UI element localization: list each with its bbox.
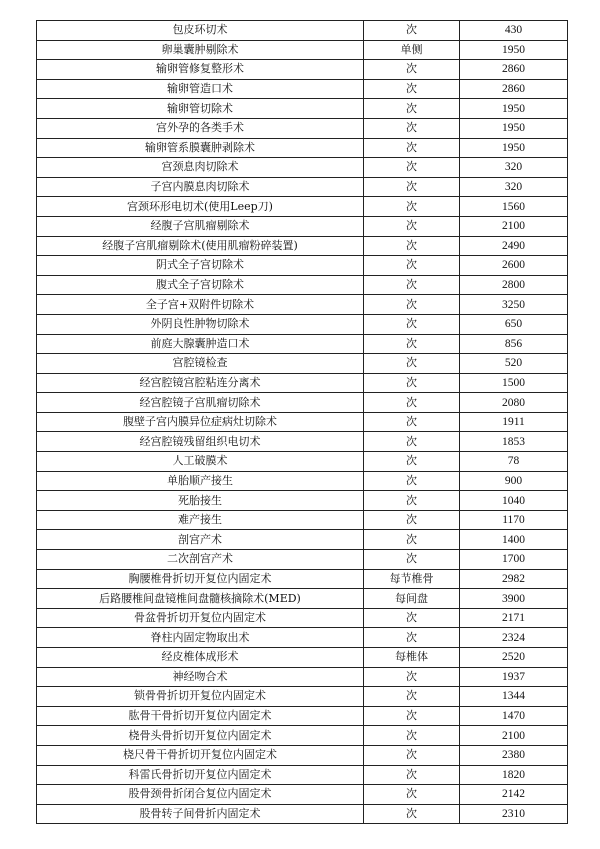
price-cell: 2080: [460, 393, 568, 413]
unit-cell: 次: [364, 432, 460, 452]
procedure-name-cell: 前庭大腺囊肿造口术: [37, 334, 364, 354]
unit-cell: 次: [364, 471, 460, 491]
procedure-name-cell: 经腹子宫肌瘤剔除术: [37, 216, 364, 236]
price-cell: 320: [460, 158, 568, 178]
table-row: [37, 687, 568, 707]
price-cell: 1853: [460, 432, 568, 452]
unit-cell: 次: [364, 60, 460, 80]
price-cell: 2520: [460, 648, 568, 668]
table-row: [37, 236, 568, 256]
table-row: [37, 216, 568, 236]
price-cell: 1950: [460, 138, 568, 158]
price-cell: 1560: [460, 197, 568, 217]
price-cell: 2600: [460, 256, 568, 276]
unit-cell: 次: [364, 412, 460, 432]
unit-cell: 次: [364, 373, 460, 393]
table-row: [37, 60, 568, 80]
procedure-price-table: [36, 20, 568, 824]
price-cell: 2100: [460, 726, 568, 746]
table-row: [37, 491, 568, 511]
table-body: [37, 21, 568, 824]
price-cell: 1470: [460, 706, 568, 726]
table-row: [37, 118, 568, 138]
price-cell: 900: [460, 471, 568, 491]
unit-cell: 次: [364, 491, 460, 511]
table-row: [37, 412, 568, 432]
price-cell: 1700: [460, 550, 568, 570]
unit-cell: 次: [364, 530, 460, 550]
unit-cell: 次: [364, 334, 460, 354]
table-row: [37, 314, 568, 334]
procedure-name-cell: 子宫内膜息肉切除术: [37, 177, 364, 197]
unit-cell: 次: [364, 354, 460, 374]
procedure-name-cell: 输卵管修复整形术: [37, 60, 364, 80]
procedure-name-cell: 胸腰椎骨折切开复位内固定术: [37, 569, 364, 589]
table-row: [37, 256, 568, 276]
unit-cell: 次: [364, 550, 460, 570]
price-cell: 1040: [460, 491, 568, 511]
table-row: [37, 275, 568, 295]
price-cell: 2860: [460, 79, 568, 99]
unit-cell: 次: [364, 804, 460, 824]
price-cell: 1911: [460, 412, 568, 432]
unit-cell: 次: [364, 608, 460, 628]
procedure-name-cell: 经宫腔镜宫腔粘连分离术: [37, 373, 364, 393]
procedure-name-cell: 宫腔镜检查: [37, 354, 364, 374]
table-row: [37, 138, 568, 158]
procedure-name-cell: 腹壁子宫内膜异位症病灶切除术: [37, 412, 364, 432]
procedure-name-cell: 脊柱内固定物取出术: [37, 628, 364, 648]
table-row: [37, 373, 568, 393]
price-cell: 3900: [460, 589, 568, 609]
price-cell: 2142: [460, 785, 568, 805]
table-row: [37, 510, 568, 530]
table-row: [37, 667, 568, 687]
procedure-name-cell: 输卵管造口术: [37, 79, 364, 99]
procedure-name-cell: 经皮椎体成形术: [37, 648, 364, 668]
procedure-name-cell: 神经吻合术: [37, 667, 364, 687]
procedure-name-cell: 输卵管切除术: [37, 99, 364, 119]
price-cell: 856: [460, 334, 568, 354]
procedure-name-cell: 股骨转子间骨折内固定术: [37, 804, 364, 824]
procedure-name-cell: 骨盆骨折切开复位内固定术: [37, 608, 364, 628]
price-cell: 2310: [460, 804, 568, 824]
price-cell: 78: [460, 452, 568, 472]
price-cell: 1937: [460, 667, 568, 687]
procedure-name-cell: 单胎顺产接生: [37, 471, 364, 491]
unit-cell: 次: [364, 628, 460, 648]
procedure-name-cell: 外阴良性肿物切除术: [37, 314, 364, 334]
procedure-name-cell: 科雷氏骨折切开复位内固定术: [37, 765, 364, 785]
unit-cell: 次: [364, 21, 460, 41]
unit-cell: 次: [364, 726, 460, 746]
price-cell: 1950: [460, 99, 568, 119]
price-cell: 1500: [460, 373, 568, 393]
procedure-name-cell: 宫颈环形电切术(使用Leep刀): [37, 197, 364, 217]
procedure-name-cell: 包皮环切术: [37, 21, 364, 41]
unit-cell: 每间盘: [364, 589, 460, 609]
unit-cell: 次: [364, 745, 460, 765]
table-row: [37, 785, 568, 805]
price-cell: 2171: [460, 608, 568, 628]
price-cell: 2324: [460, 628, 568, 648]
procedure-name-cell: 宫颈息肉切除术: [37, 158, 364, 178]
procedure-name-cell: 肱骨干骨折切开复位内固定术: [37, 706, 364, 726]
table-row: [37, 765, 568, 785]
price-cell: 320: [460, 177, 568, 197]
unit-cell: 次: [364, 275, 460, 295]
unit-cell: 次: [364, 177, 460, 197]
procedure-name-cell: 剖宫产术: [37, 530, 364, 550]
unit-cell: 次: [364, 667, 460, 687]
unit-cell: 次: [364, 314, 460, 334]
procedure-name-cell: 股骨颈骨折闭合复位内固定术: [37, 785, 364, 805]
unit-cell: 次: [364, 452, 460, 472]
price-cell: 2860: [460, 60, 568, 80]
table-row: [37, 471, 568, 491]
unit-cell: 次: [364, 765, 460, 785]
unit-cell: 次: [364, 687, 460, 707]
procedure-name-cell: 腹式全子宫切除术: [37, 275, 364, 295]
price-cell: 1344: [460, 687, 568, 707]
price-cell: 520: [460, 354, 568, 374]
table-row: [37, 628, 568, 648]
table-row: [37, 589, 568, 609]
price-cell: 1400: [460, 530, 568, 550]
table-row: [37, 354, 568, 374]
unit-cell: 次: [364, 99, 460, 119]
price-cell: 3250: [460, 295, 568, 315]
procedure-name-cell: 桡尺骨干骨折切开复位内固定术: [37, 745, 364, 765]
price-cell: 2100: [460, 216, 568, 236]
table-row: [37, 569, 568, 589]
procedure-name-cell: 人工破膜术: [37, 452, 364, 472]
table-row: [37, 40, 568, 60]
table-row: [37, 177, 568, 197]
table-row: [37, 393, 568, 413]
unit-cell: 次: [364, 295, 460, 315]
procedure-name-cell: 二次剖宫产术: [37, 550, 364, 570]
procedure-name-cell: 经腹子宫肌瘤剔除术(使用肌瘤粉碎装置): [37, 236, 364, 256]
table-row: [37, 530, 568, 550]
table-row: [37, 452, 568, 472]
unit-cell: 单侧: [364, 40, 460, 60]
table-row: [37, 334, 568, 354]
table-row: [37, 99, 568, 119]
procedure-name-cell: 输卵管系膜囊肿剥除术: [37, 138, 364, 158]
table-row: [37, 804, 568, 824]
table-row: [37, 608, 568, 628]
price-cell: 1820: [460, 765, 568, 785]
table-row: [37, 197, 568, 217]
unit-cell: 次: [364, 79, 460, 99]
procedure-name-cell: 锁骨骨折切开复位内固定术: [37, 687, 364, 707]
price-cell: 1170: [460, 510, 568, 530]
procedure-name-cell: 宫外孕的各类手术: [37, 118, 364, 138]
procedure-name-cell: 后路腰椎间盘镜椎间盘髓核摘除术(MED): [37, 589, 364, 609]
table-row: [37, 726, 568, 746]
procedure-name-cell: 经宫腔镜残留组织电切术: [37, 432, 364, 452]
unit-cell: 次: [364, 785, 460, 805]
unit-cell: 每椎体: [364, 648, 460, 668]
price-cell: 650: [460, 314, 568, 334]
table-row: [37, 79, 568, 99]
price-cell: 2800: [460, 275, 568, 295]
procedure-name-cell: 阴式全子宫切除术: [37, 256, 364, 276]
table-row: [37, 745, 568, 765]
price-cell: 2982: [460, 569, 568, 589]
procedure-name-cell: 难产接生: [37, 510, 364, 530]
procedure-name-cell: 卵巢囊肿剔除术: [37, 40, 364, 60]
unit-cell: 次: [364, 236, 460, 256]
unit-cell: 次: [364, 393, 460, 413]
table-row: [37, 550, 568, 570]
table-row: [37, 432, 568, 452]
procedure-name-cell: 经宫腔镜子宫肌瘤切除术: [37, 393, 364, 413]
price-cell: 1950: [460, 40, 568, 60]
table-row: [37, 706, 568, 726]
unit-cell: 次: [364, 256, 460, 276]
procedure-name-cell: 桡骨头骨折切开复位内固定术: [37, 726, 364, 746]
price-cell: 430: [460, 21, 568, 41]
unit-cell: 次: [364, 216, 460, 236]
unit-cell: 次: [364, 158, 460, 178]
unit-cell: 次: [364, 138, 460, 158]
table-row: [37, 295, 568, 315]
price-cell: 2490: [460, 236, 568, 256]
unit-cell: 每节椎骨: [364, 569, 460, 589]
unit-cell: 次: [364, 197, 460, 217]
price-cell: 1950: [460, 118, 568, 138]
price-cell: 2380: [460, 745, 568, 765]
unit-cell: 次: [364, 510, 460, 530]
table-row: [37, 21, 568, 41]
table-row: [37, 648, 568, 668]
unit-cell: 次: [364, 118, 460, 138]
unit-cell: 次: [364, 706, 460, 726]
table-row: [37, 158, 568, 178]
procedure-name-cell: 全子宫+双附件切除术: [37, 295, 364, 315]
procedure-name-cell: 死胎接生: [37, 491, 364, 511]
